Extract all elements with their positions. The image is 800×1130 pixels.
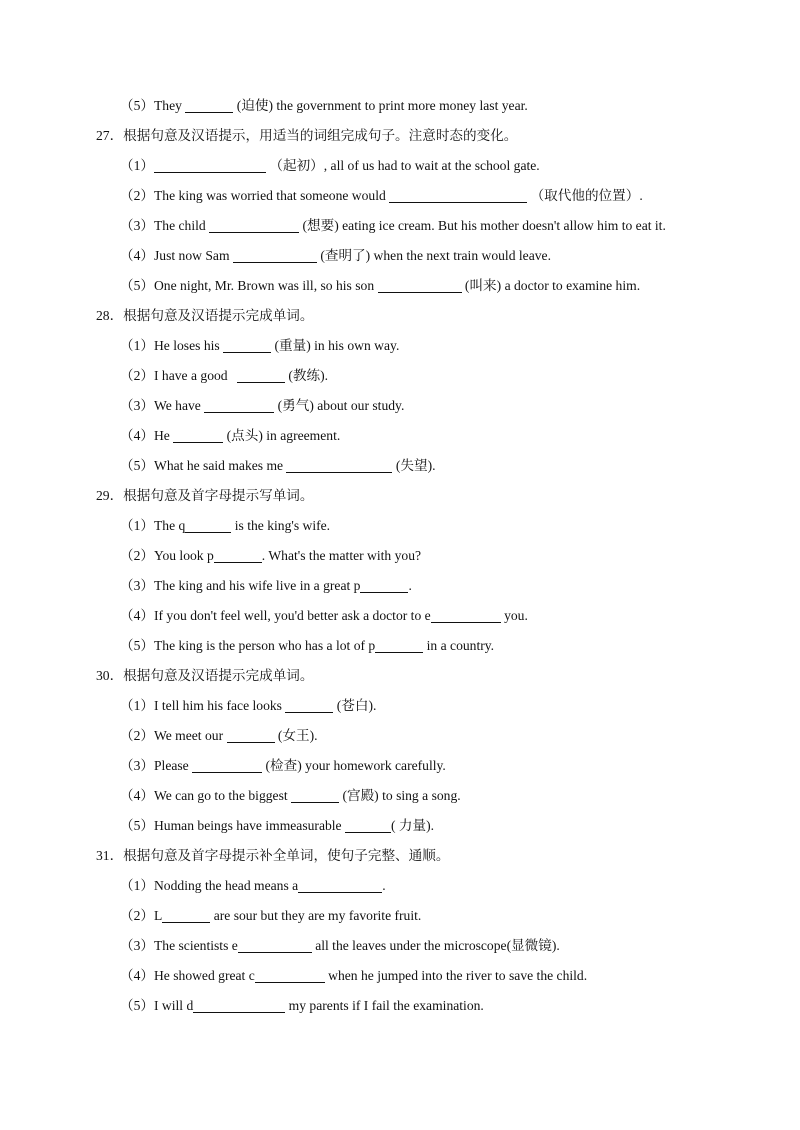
sentence-text: in a country. [423, 638, 495, 653]
sentence [0, 607, 800, 625]
sentence-text: I will d [153, 998, 194, 1013]
answer-blank[interactable] [360, 578, 408, 593]
sentence-text: you. [500, 608, 528, 623]
sentence [0, 457, 800, 475]
sentence-text: . [408, 578, 412, 593]
sentence-text: is the king's wife. [231, 518, 331, 533]
sentence-text: Please [153, 758, 193, 773]
sentence-text: (迫使) the government to print more money last year. [233, 98, 528, 113]
answer-blank[interactable] [238, 938, 312, 953]
answer-blank[interactable] [237, 368, 285, 383]
question-27-title: 27．根据句意及汉语提示，用适当的词组完成句子。注意时态的变化。 [96, 128, 518, 143]
sentence-text: ( 力量). [391, 818, 435, 833]
sentence-number: （1） [120, 878, 154, 893]
sentence-text: are sour but they are my favorite fruit. [210, 908, 422, 923]
sentence-number: （3） [120, 578, 154, 593]
sentence-number: （5） [120, 278, 154, 293]
sentence-number: （5） [120, 998, 154, 1013]
answer-blank[interactable] [389, 188, 527, 203]
answer-blank[interactable] [286, 458, 392, 473]
answer-blank[interactable] [173, 428, 223, 443]
sentence-number: （5） [120, 458, 154, 473]
sentence-text: The king is the person who has a lot of p [153, 638, 376, 653]
sentence-text: （取代他的位置）. [527, 188, 643, 203]
sentence-text: . What's the matter with you? [261, 548, 422, 563]
sentence-text: We meet our [153, 728, 227, 743]
sentence [0, 427, 800, 445]
sentence-text: (查明了) when the next train would leave. [316, 248, 551, 263]
sentence-number: （1） [120, 338, 154, 353]
sentence [0, 817, 800, 835]
sentence-number: （2） [120, 188, 154, 203]
sentence-text: (重量) in his own way. [271, 338, 400, 353]
sentence [0, 217, 800, 235]
answer-blank[interactable] [185, 518, 231, 533]
sentence [0, 187, 800, 205]
answer-blank[interactable] [192, 758, 262, 773]
sentence [0, 97, 800, 115]
question-31-title: 31．根据句意及首字母提示补全单词，使句子完整、通顺。 [96, 848, 450, 863]
answer-blank[interactable] [298, 878, 382, 893]
answer-blank[interactable] [154, 158, 266, 173]
sentence-text: (苍白). [333, 698, 377, 713]
answer-blank[interactable] [185, 98, 233, 113]
sentence [0, 907, 800, 925]
answer-blank[interactable] [431, 608, 501, 623]
sentence-number: （3） [120, 398, 154, 413]
sentence-number: （5） [120, 818, 154, 833]
answer-blank[interactable] [193, 998, 285, 1013]
sentence [0, 157, 800, 175]
sentence-text: L [153, 908, 163, 923]
sentence-text: my parents if I fail the examination. [285, 998, 484, 1013]
sentence [0, 547, 800, 565]
sentence-number: （4） [120, 608, 154, 623]
sentence [0, 637, 800, 655]
question-28-title: 28．根据句意及汉语提示完成单词。 [96, 308, 314, 323]
answer-blank[interactable] [204, 398, 274, 413]
sentence-number: （1） [120, 158, 154, 173]
sentence-text: You look p [153, 548, 214, 563]
sentence-text: The q [153, 518, 186, 533]
sentence-text: all the leaves under the microscope(显微镜). [311, 938, 560, 953]
sentence-number: （3） [120, 938, 154, 953]
sentence [0, 697, 800, 715]
sentence [0, 997, 800, 1015]
sentence-text: (检查) your homework carefully. [262, 758, 446, 773]
sentence [0, 367, 800, 385]
sentence-text: What he said makes me [153, 458, 287, 473]
sentence-number: （1） [120, 518, 154, 533]
sentence-text: when he jumped into the river to save the child. [324, 968, 588, 983]
sentence [0, 577, 800, 595]
answer-blank[interactable] [214, 548, 262, 563]
sentence-text: The king and his wife live in a great p [153, 578, 361, 593]
sentence-text: (失望). [392, 458, 436, 473]
sentence-number: （5） [120, 638, 154, 653]
sentence-text: . [382, 878, 386, 893]
sentence-number: （5） [120, 98, 154, 113]
answer-blank[interactable] [223, 338, 271, 353]
sentence [0, 247, 800, 265]
sentence-text: We can go to the biggest [153, 788, 292, 803]
answer-blank[interactable] [375, 638, 423, 653]
sentence-text: (女王). [274, 728, 318, 743]
sentence-text: He [153, 428, 174, 443]
sentence [0, 397, 800, 415]
sentence-number: （3） [120, 758, 154, 773]
sentence [0, 877, 800, 895]
sentence-text: (教练). [285, 368, 329, 383]
answer-blank[interactable] [233, 248, 317, 263]
sentence-text: If you don't feel well, you'd better ask a doctor to e [153, 608, 431, 623]
sentence-text: He showed great c [153, 968, 255, 983]
sentence-text: We have [153, 398, 205, 413]
sentence-number: （2） [120, 548, 154, 563]
sentence-text: The child [153, 218, 210, 233]
answer-blank[interactable] [209, 218, 299, 233]
sentence [0, 727, 800, 745]
answer-blank[interactable] [345, 818, 391, 833]
sentence-text: (叫来) a doctor to examine him. [461, 278, 641, 293]
answer-blank[interactable] [227, 728, 275, 743]
question-29-title: 29．根据句意及首字母提示写单词。 [96, 488, 314, 503]
sentence-number: （4） [120, 428, 154, 443]
sentence-number: （1） [120, 698, 154, 713]
answer-blank[interactable] [378, 278, 462, 293]
sentence-text: （起初）, all of us had to wait at the school gate. [265, 158, 540, 173]
sentence-text: The scientists e [153, 938, 238, 953]
sentence-text: I tell him his face looks [153, 698, 286, 713]
sentence-text: (勇气) about our study. [274, 398, 405, 413]
sentence-number: （4） [120, 788, 154, 803]
sentence-number: （4） [120, 248, 154, 263]
answer-blank[interactable] [285, 698, 333, 713]
sentence [0, 337, 800, 355]
sentence-number: （2） [120, 368, 154, 383]
sentence [0, 967, 800, 985]
sentence-text: One night, Mr. Brown was ill, so his son [153, 278, 378, 293]
sentence-number: （2） [120, 908, 154, 923]
sentence-text: I have a good [153, 368, 231, 383]
answer-blank[interactable] [255, 968, 325, 983]
sentence-text: Nodding the head means a [153, 878, 299, 893]
sentence [0, 757, 800, 775]
sentence-text: (点头) in agreement. [223, 428, 341, 443]
sentence-text: Just now Sam [153, 248, 233, 263]
sentence-text: He loses his [153, 338, 224, 353]
sentence-text: (想要) eating ice cream. But his mother doesn't allow him to eat it. [299, 218, 666, 233]
sentence-number: （3） [120, 218, 154, 233]
sentence-number: （4） [120, 968, 154, 983]
sentence-text: Human beings have immeasurable [153, 818, 345, 833]
sentence [0, 517, 800, 535]
sentence-text: (宫殿) to sing a song. [339, 788, 461, 803]
sentence-text: They [153, 98, 186, 113]
answer-blank[interactable] [291, 788, 339, 803]
sentence [0, 937, 800, 955]
sentence [0, 787, 800, 805]
sentence-number: （2） [120, 728, 154, 743]
question-30-title: 30．根据句意及汉语提示完成单词。 [96, 668, 314, 683]
sentence [0, 277, 800, 295]
sentence-text: The king was worried that someone would [153, 188, 390, 203]
answer-blank[interactable] [162, 908, 210, 923]
